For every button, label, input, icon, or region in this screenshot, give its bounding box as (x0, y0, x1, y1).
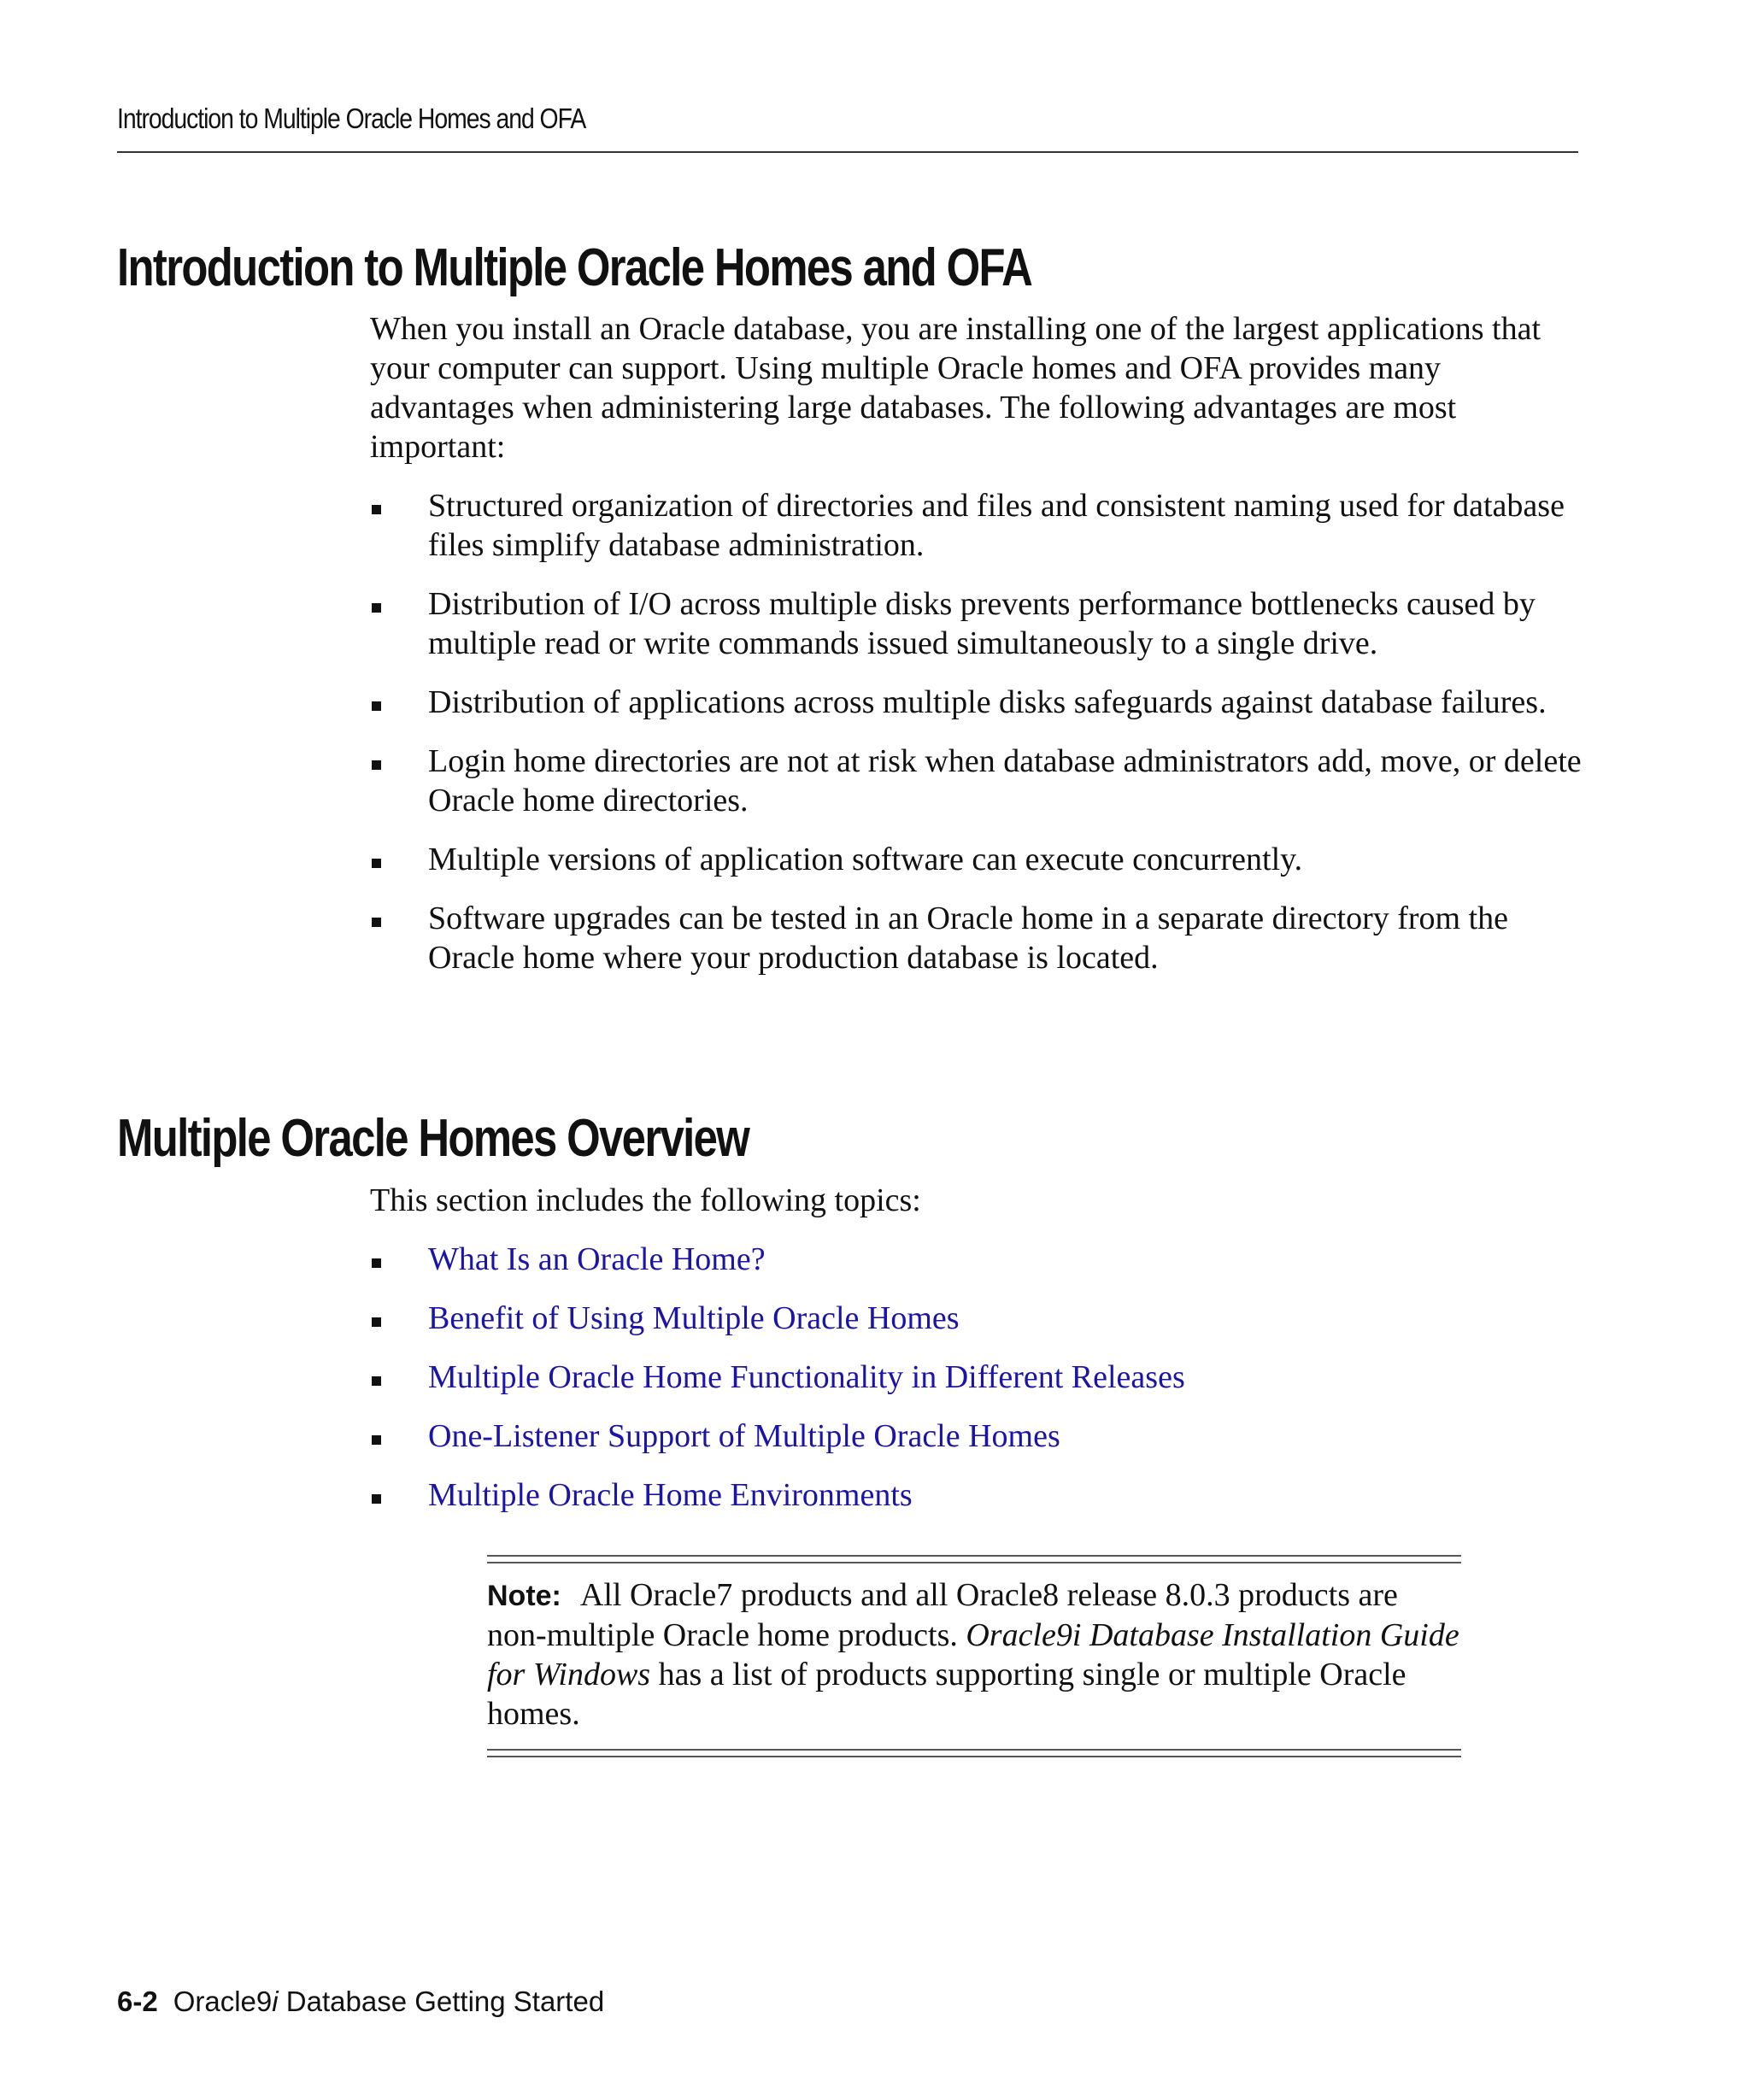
bullet-icon (372, 603, 381, 613)
bullet-icon (372, 1376, 381, 1386)
list-item-text: Distribution of applications across multiple disks safeguards against database failures. (428, 684, 1547, 720)
note-box (487, 1555, 1461, 1757)
advantages-list (370, 486, 1583, 977)
book-title-italic: i (272, 1986, 279, 2017)
bullet-icon (372, 1317, 381, 1327)
list-item (370, 1240, 1583, 1279)
list-item (370, 584, 1583, 663)
list-item-text: Multiple versions of application software can execute concurrently. (428, 842, 1303, 877)
page-footer (117, 1986, 604, 2018)
bullet-icon (372, 1258, 381, 1268)
bullet-icon (372, 1435, 381, 1445)
bullet-icon (372, 859, 381, 868)
list-item (370, 1417, 1583, 1456)
page-number: 6-2 (117, 1986, 158, 2017)
book-title-suffix: Database Getting Started (278, 1986, 605, 2017)
section-heading-overview: Multiple Oracle Homes Overview (117, 1109, 749, 1168)
section-heading-intro: Introduction to Multiple Oracle Homes and OFA (117, 238, 1032, 297)
note-label: Note: (487, 1580, 561, 1612)
intro-paragraph: When you install an Oracle database, you are installing one of the largest applications that your computer can support. Using multiple Oracle homes and OFA provides many advantages when administering large databases. The following advantages are most important: (370, 311, 1542, 465)
topics-intro: This section includes the following topics: (370, 1182, 921, 1218)
section-intro-body (370, 309, 1583, 977)
bullet-icon (372, 701, 381, 711)
header-rule (117, 151, 1578, 153)
bullet-icon (372, 760, 381, 770)
list-item-text: Login home directories are not at risk when database administrators add, move, or delete Oracle home directories. (428, 743, 1582, 818)
note-book-title: Oracle9i Database Installation Guide for Windows (487, 1617, 1459, 1692)
list-item (370, 840, 1583, 879)
list-item (370, 899, 1583, 977)
topics-list (370, 1240, 1583, 1515)
list-item-text: Structured organization of directories and files and consistent naming used for database files simplify database administration. (428, 488, 1565, 563)
topic-link-home-environments[interactable]: Multiple Oracle Home Environments (428, 1477, 913, 1513)
topic-link-functionality-releases[interactable]: Multiple Oracle Home Functionality in Different Releases (428, 1359, 1185, 1395)
list-item (370, 1358, 1583, 1397)
note-text-before: All Oracle7 products and all Oracle8 release 8.0.3 products are non-multiple Oracle home products. (487, 1577, 1398, 1653)
book-title-prefix: Oracle9 (173, 1986, 273, 2017)
list-item-text: Distribution of I/O across multiple disks prevents performance bottlenecks caused by multiple read or write commands issued simultaneously to a single drive. (428, 586, 1536, 661)
note-top-rule (487, 1555, 1461, 1563)
topic-link-what-is-oracle-home[interactable]: What Is an Oracle Home? (428, 1241, 766, 1277)
topic-link-benefit-multiple-homes[interactable]: Benefit of Using Multiple Oracle Homes (428, 1300, 960, 1336)
bullet-icon (372, 505, 381, 514)
bullet-icon (372, 918, 381, 927)
section-overview-body (370, 1181, 1583, 1515)
note-text (487, 1575, 1461, 1733)
list-item (370, 1299, 1583, 1338)
list-item (370, 1475, 1583, 1515)
list-item (370, 486, 1583, 565)
topic-link-one-listener-support[interactable]: One-Listener Support of Multiple Oracle Homes (428, 1418, 1060, 1454)
list-item (370, 742, 1583, 820)
bullet-icon (372, 1494, 381, 1504)
note-text-after: has a list of products supporting single or multiple Oracle homes. (487, 1657, 1406, 1732)
note-bottom-rule (487, 1749, 1461, 1757)
running-header: Introduction to Multiple Oracle Homes and OFA (117, 103, 586, 134)
list-item-text: Software upgrades can be tested in an Oracle home in a separate directory from the Oracle home where your production database is located. (428, 900, 1509, 976)
list-item (370, 683, 1583, 722)
